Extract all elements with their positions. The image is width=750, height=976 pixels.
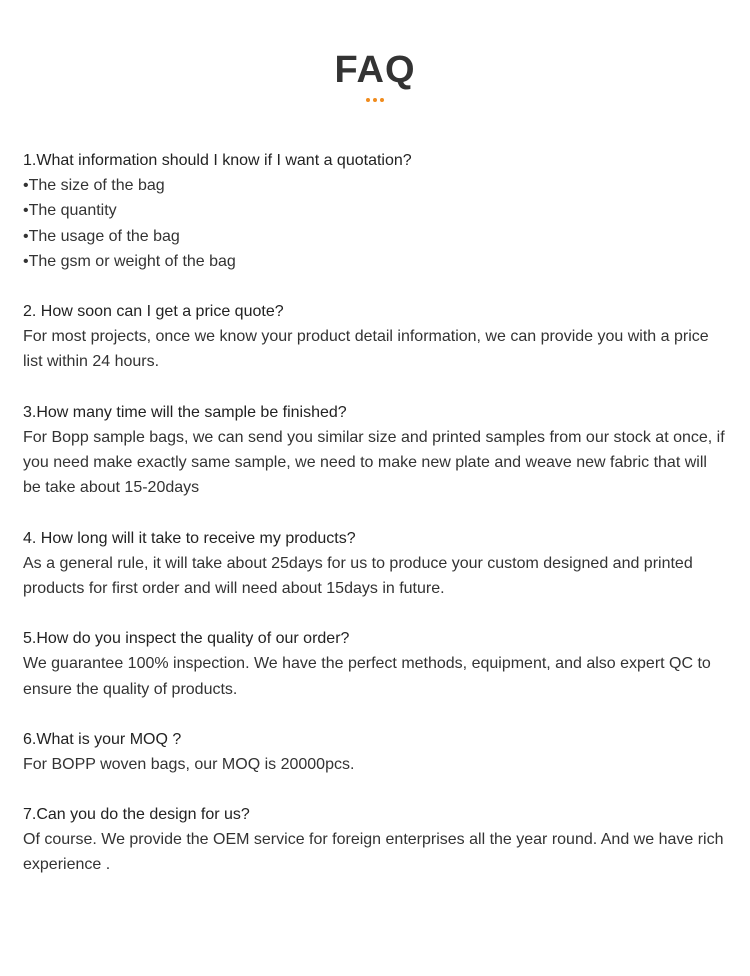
faq-item-5: [23, 626, 729, 702]
faq-item-1: [23, 148, 729, 274]
title-decoration: [0, 98, 750, 102]
faq-bullet: •The gsm or weight of the bag: [23, 252, 236, 270]
faq-answer: As a general rule, it will take about 25days for us to produce your custom designed and printed products for first order and will need about 15days in future.: [23, 554, 693, 597]
faq-item-4: [23, 526, 729, 602]
faq-question: 3.How many time will the sample be finished?: [23, 403, 347, 421]
faq-answer: For BOPP woven bags, our MOQ is 20000pcs.: [23, 755, 355, 773]
faq-question: 6.What is your MOQ ?: [23, 730, 182, 748]
faq-item-3: [23, 400, 729, 501]
decoration-dot-icon: [380, 98, 384, 102]
faq-bullet: •The quantity: [23, 202, 117, 220]
faq-answer: Of course. We provide the OEM service for foreign enterprises all the year round. And we have rich experience .: [23, 831, 724, 874]
faq-bullet: •The usage of the bag: [23, 227, 180, 245]
faq-question: 2. How soon can I get a price quote?: [23, 303, 284, 321]
page-title: FAQ: [334, 49, 416, 91]
decoration-dot-icon: [373, 98, 377, 102]
faq-item-7: [23, 802, 729, 878]
decoration-dot-icon: [366, 98, 370, 102]
faq-question: 1.What information should I know if I want a quotation?: [23, 152, 412, 169]
faq-answer: We guarantee 100% inspection. We have the perfect methods, equipment, and also expert QC to ensure the quality of products.: [23, 655, 711, 698]
faq-item-6: [23, 727, 729, 777]
faq-question: 5.How do you inspect the quality of our order?: [23, 630, 350, 648]
faq-question: 4. How long will it take to receive my products?: [23, 529, 356, 547]
faq-item-2: [23, 299, 729, 375]
faq-bullet: •The size of the bag: [23, 177, 165, 194]
faq-question: 7.Can you do the design for us?: [23, 806, 250, 824]
faq-answer: For most projects, once we know your product detail information, we can provide you with a price list within 24 hours.: [23, 328, 709, 371]
faq-answer: For Bopp sample bags, we can send you similar size and printed samples from our stock at once, if you need make exactly same sample, we need to make new plate and weave new fabric that will be take about 15-20days: [23, 428, 725, 497]
faq-list: [23, 148, 729, 903]
